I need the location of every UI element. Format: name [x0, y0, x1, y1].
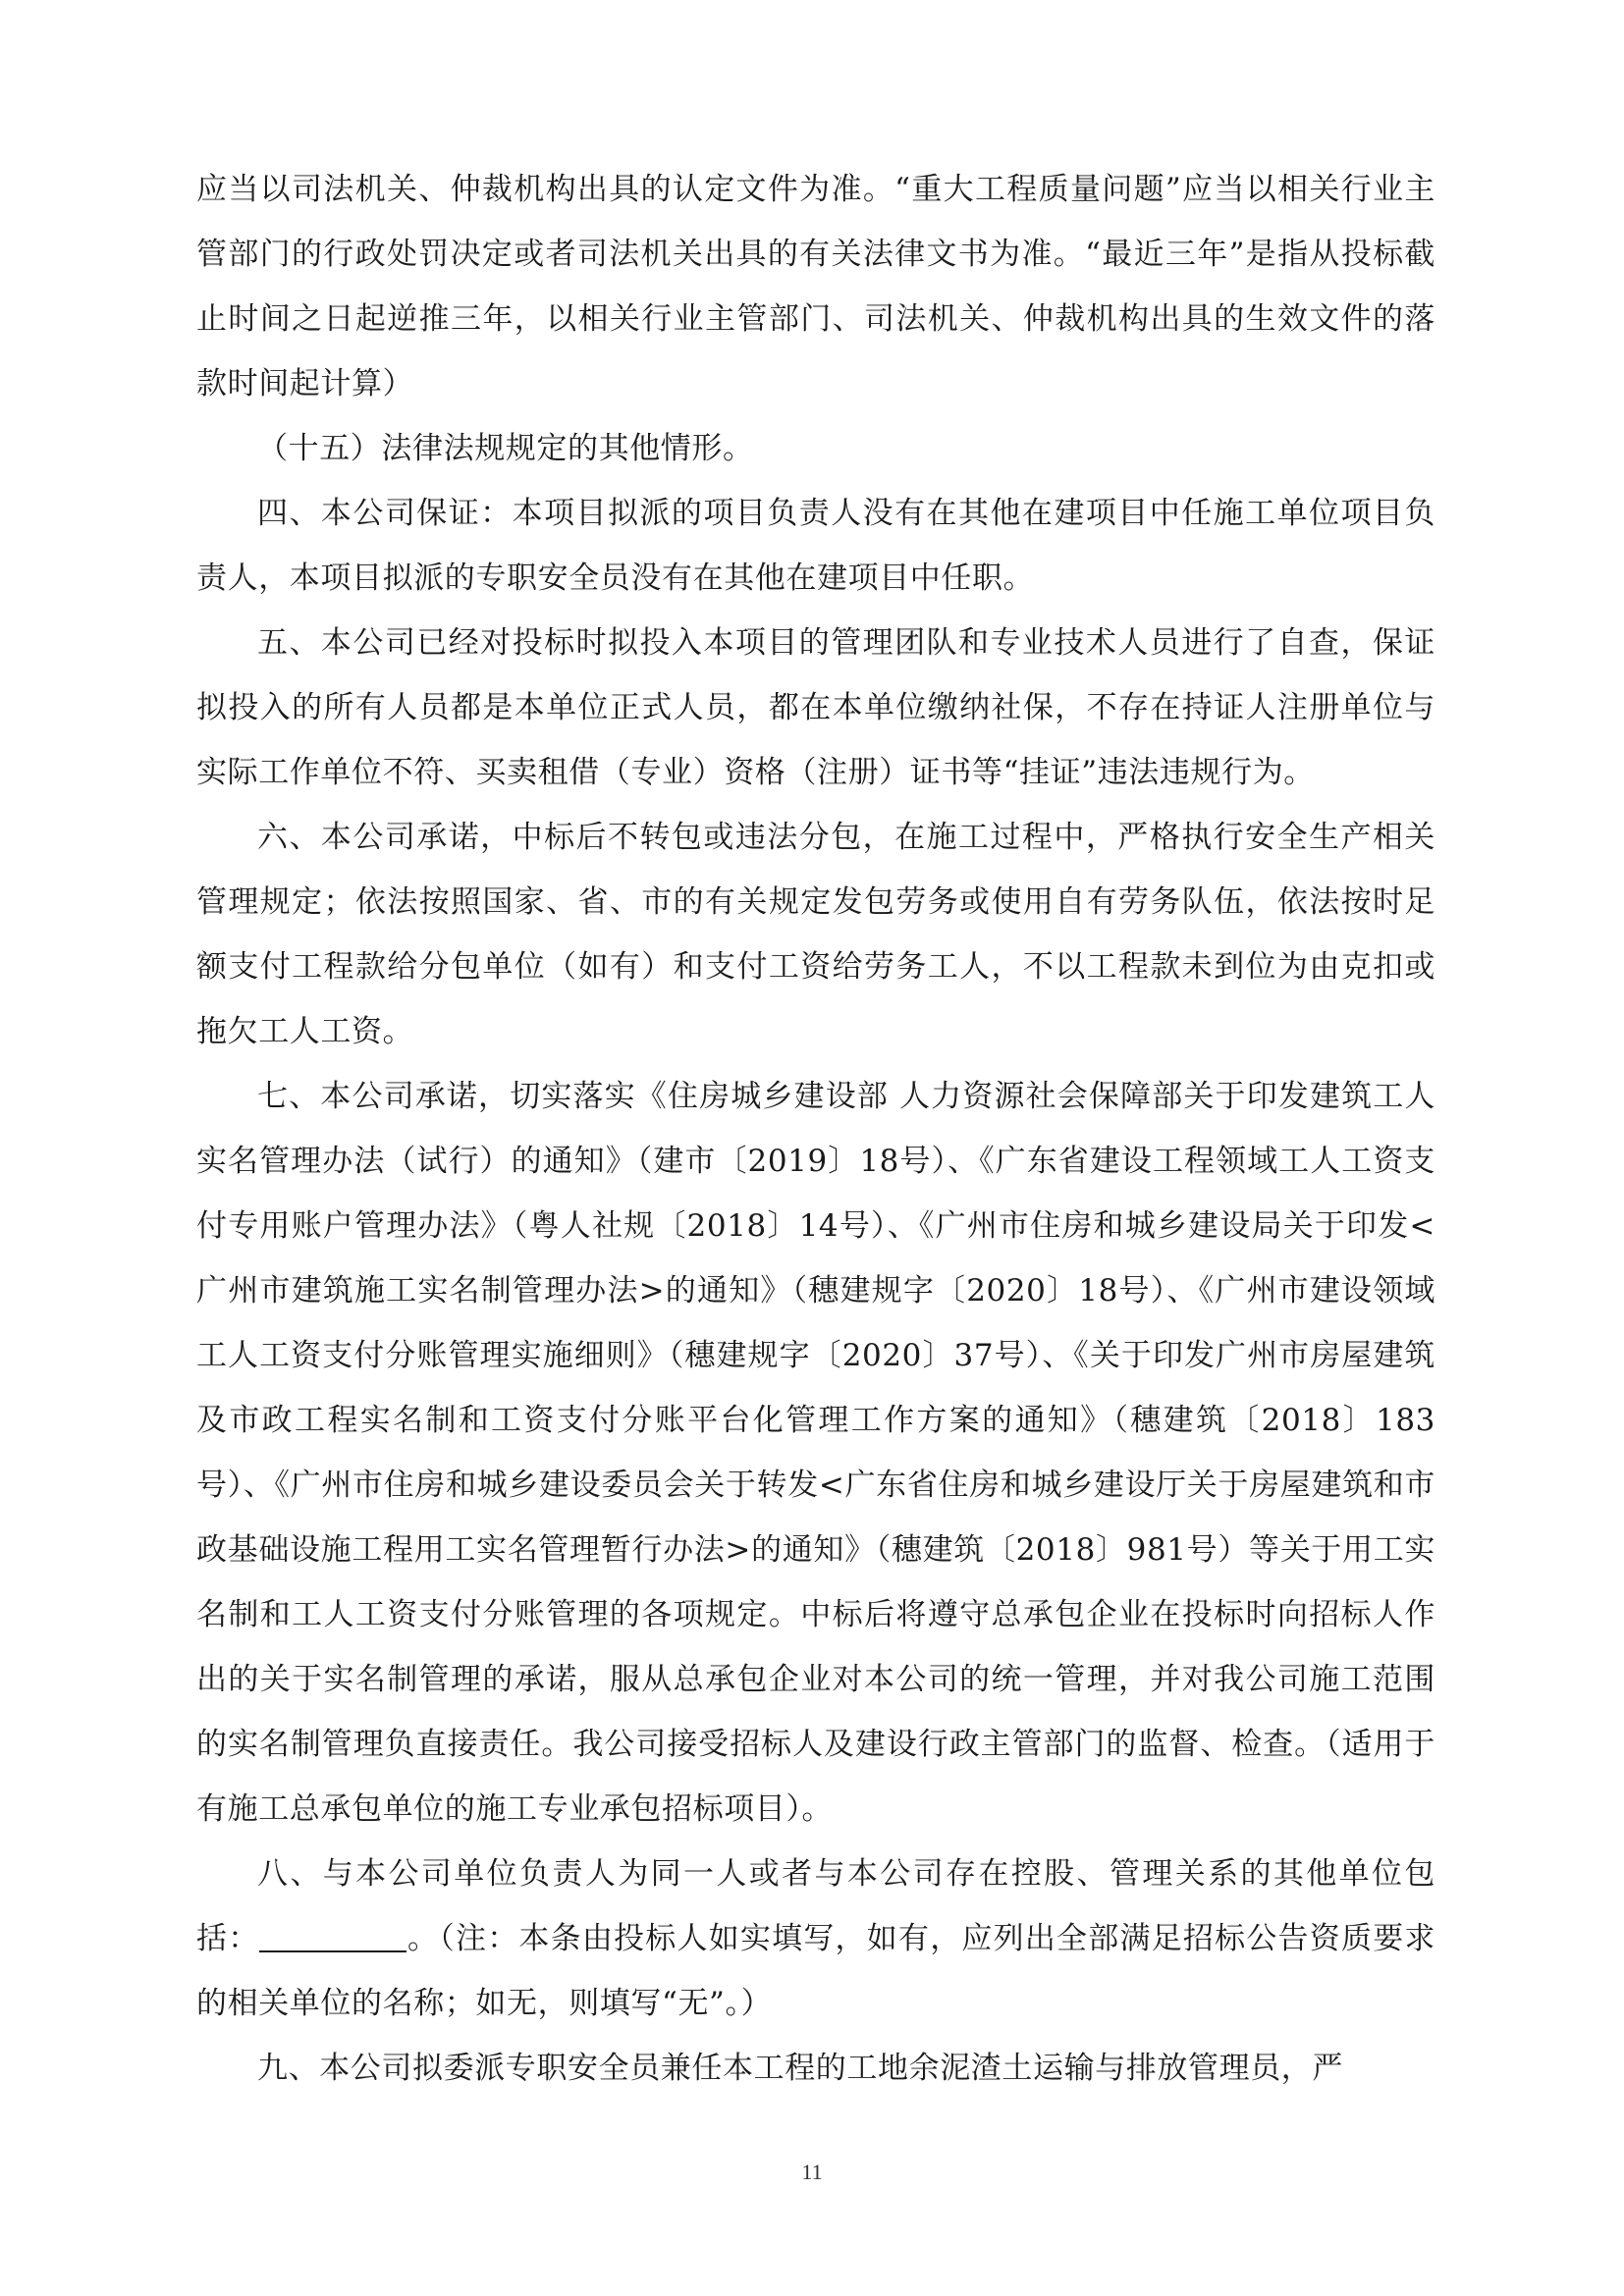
section-8-text-after: 。（注：本条由投标人如实填写，如有，应列出全部满足招标公告资质要求的相关单位的名称；如无，则填写“无”。） — [196, 1921, 1436, 2021]
paragraph-section-5: 五、本公司已经对投标时拟投入本项目的管理团队和专业技术人员进行了自查，保证拟投入的所有人员都是本单位正式人员，都在本单位缴纳社保，不存在持证人注册单位与实际工作单位不符、买卖租借（专业）资格（注册）证书等“挂证”违法违规行为。 — [196, 625, 1435, 790]
paragraph-section-6: 六、本公司承诺，中标后不转包或违法分包，在施工过程中，严格执行安全生产相关管理规定；依法按照国家、省、市的有关规定发包劳务或使用自有劳务队伍，依法按时足额支付工程款给分包单位（如有）和支付工资给劳务工人，不以工程款未到位为由克扣或拖欠工人工资。 — [196, 820, 1435, 1049]
document-page — [196, 157, 1435, 2101]
paragraph-section-9: 九、本公司拟委派专职安全员兼任本工程的工地余泥渣土运输与排放管理员，严 — [257, 2051, 1343, 2086]
page-number: 11 — [801, 2160, 823, 2184]
fill-in-blank-field[interactable] — [259, 1921, 406, 1952]
paragraph-continued-definitions: 应当以司法机关、仲裁机构出具的认定文件为准。“重大工程质量问题”应当以相关行业主管部门的行政处罚决定或者司法机关出具的有关法律文书为准。“最近三年”是指从投标截止时间之日起逆推三年，以相关行业主管部门、司法机关、仲裁机构出具的生效文件的落款时间起计算） — [196, 172, 1435, 401]
paragraph-section-8 — [196, 1842, 1435, 2036]
section-8-text-before: 八、与本公司单位负责人为同一人或者与本公司存在控股、管理关系的其他单位包括： — [196, 1856, 1435, 1956]
paragraph-section-7: 七、本公司承诺，切实落实《住房城乡建设部 人力资源社会保障部关于印发建筑工人实名管理办法（试行）的通知》（建市〔2019〕18号）、《广东省建设工程领域工人工资支付专用账户管理办法》（粤人社规〔2018〕14号）、《广州市住房和城乡建设局关于印发<广州市建筑施工实名制管理办法>的通知》（穗建规字〔2020〕18号）、《广州市建设领域工人工资支付分账管理实施细则》（穗建规字〔2020〕37号）、《关于印发广州市房屋建筑及市政工程实名制和工资支付分账平台化管理工作方案的通知》（穗建筑〔2018〕183号）、《广州市住房和城乡建设委员会关于转发<广东省住房和城乡建设厅关于房屋建筑和市政基础设施工程用工实名管理暂行办法>的通知》（穗建筑〔2018〕981号）等关于用工实名制和工人工资支付分账管理的各项规定。中标后将遵守总承包企业在投标时向招标人作出的关于实名制管理的承诺，服从总承包企业对本公司的统一管理，并对我公司施工范围的实名制管理负直接责任。我公司接受招标人及建设行政主管部门的监督、检查。（适用于有施工总承包单位的施工专业承包招标项目）。 — [196, 1079, 1435, 1827]
paragraph-section-4: 四、本公司保证：本项目拟派的项目负责人没有在其他在建项目中任施工单位项目负责人，本项目拟派的专职安全员没有在其他在建项目中任职。 — [196, 496, 1435, 596]
paragraph-item-15: （十五）法律法规规定的其他情形。 — [257, 431, 754, 466]
